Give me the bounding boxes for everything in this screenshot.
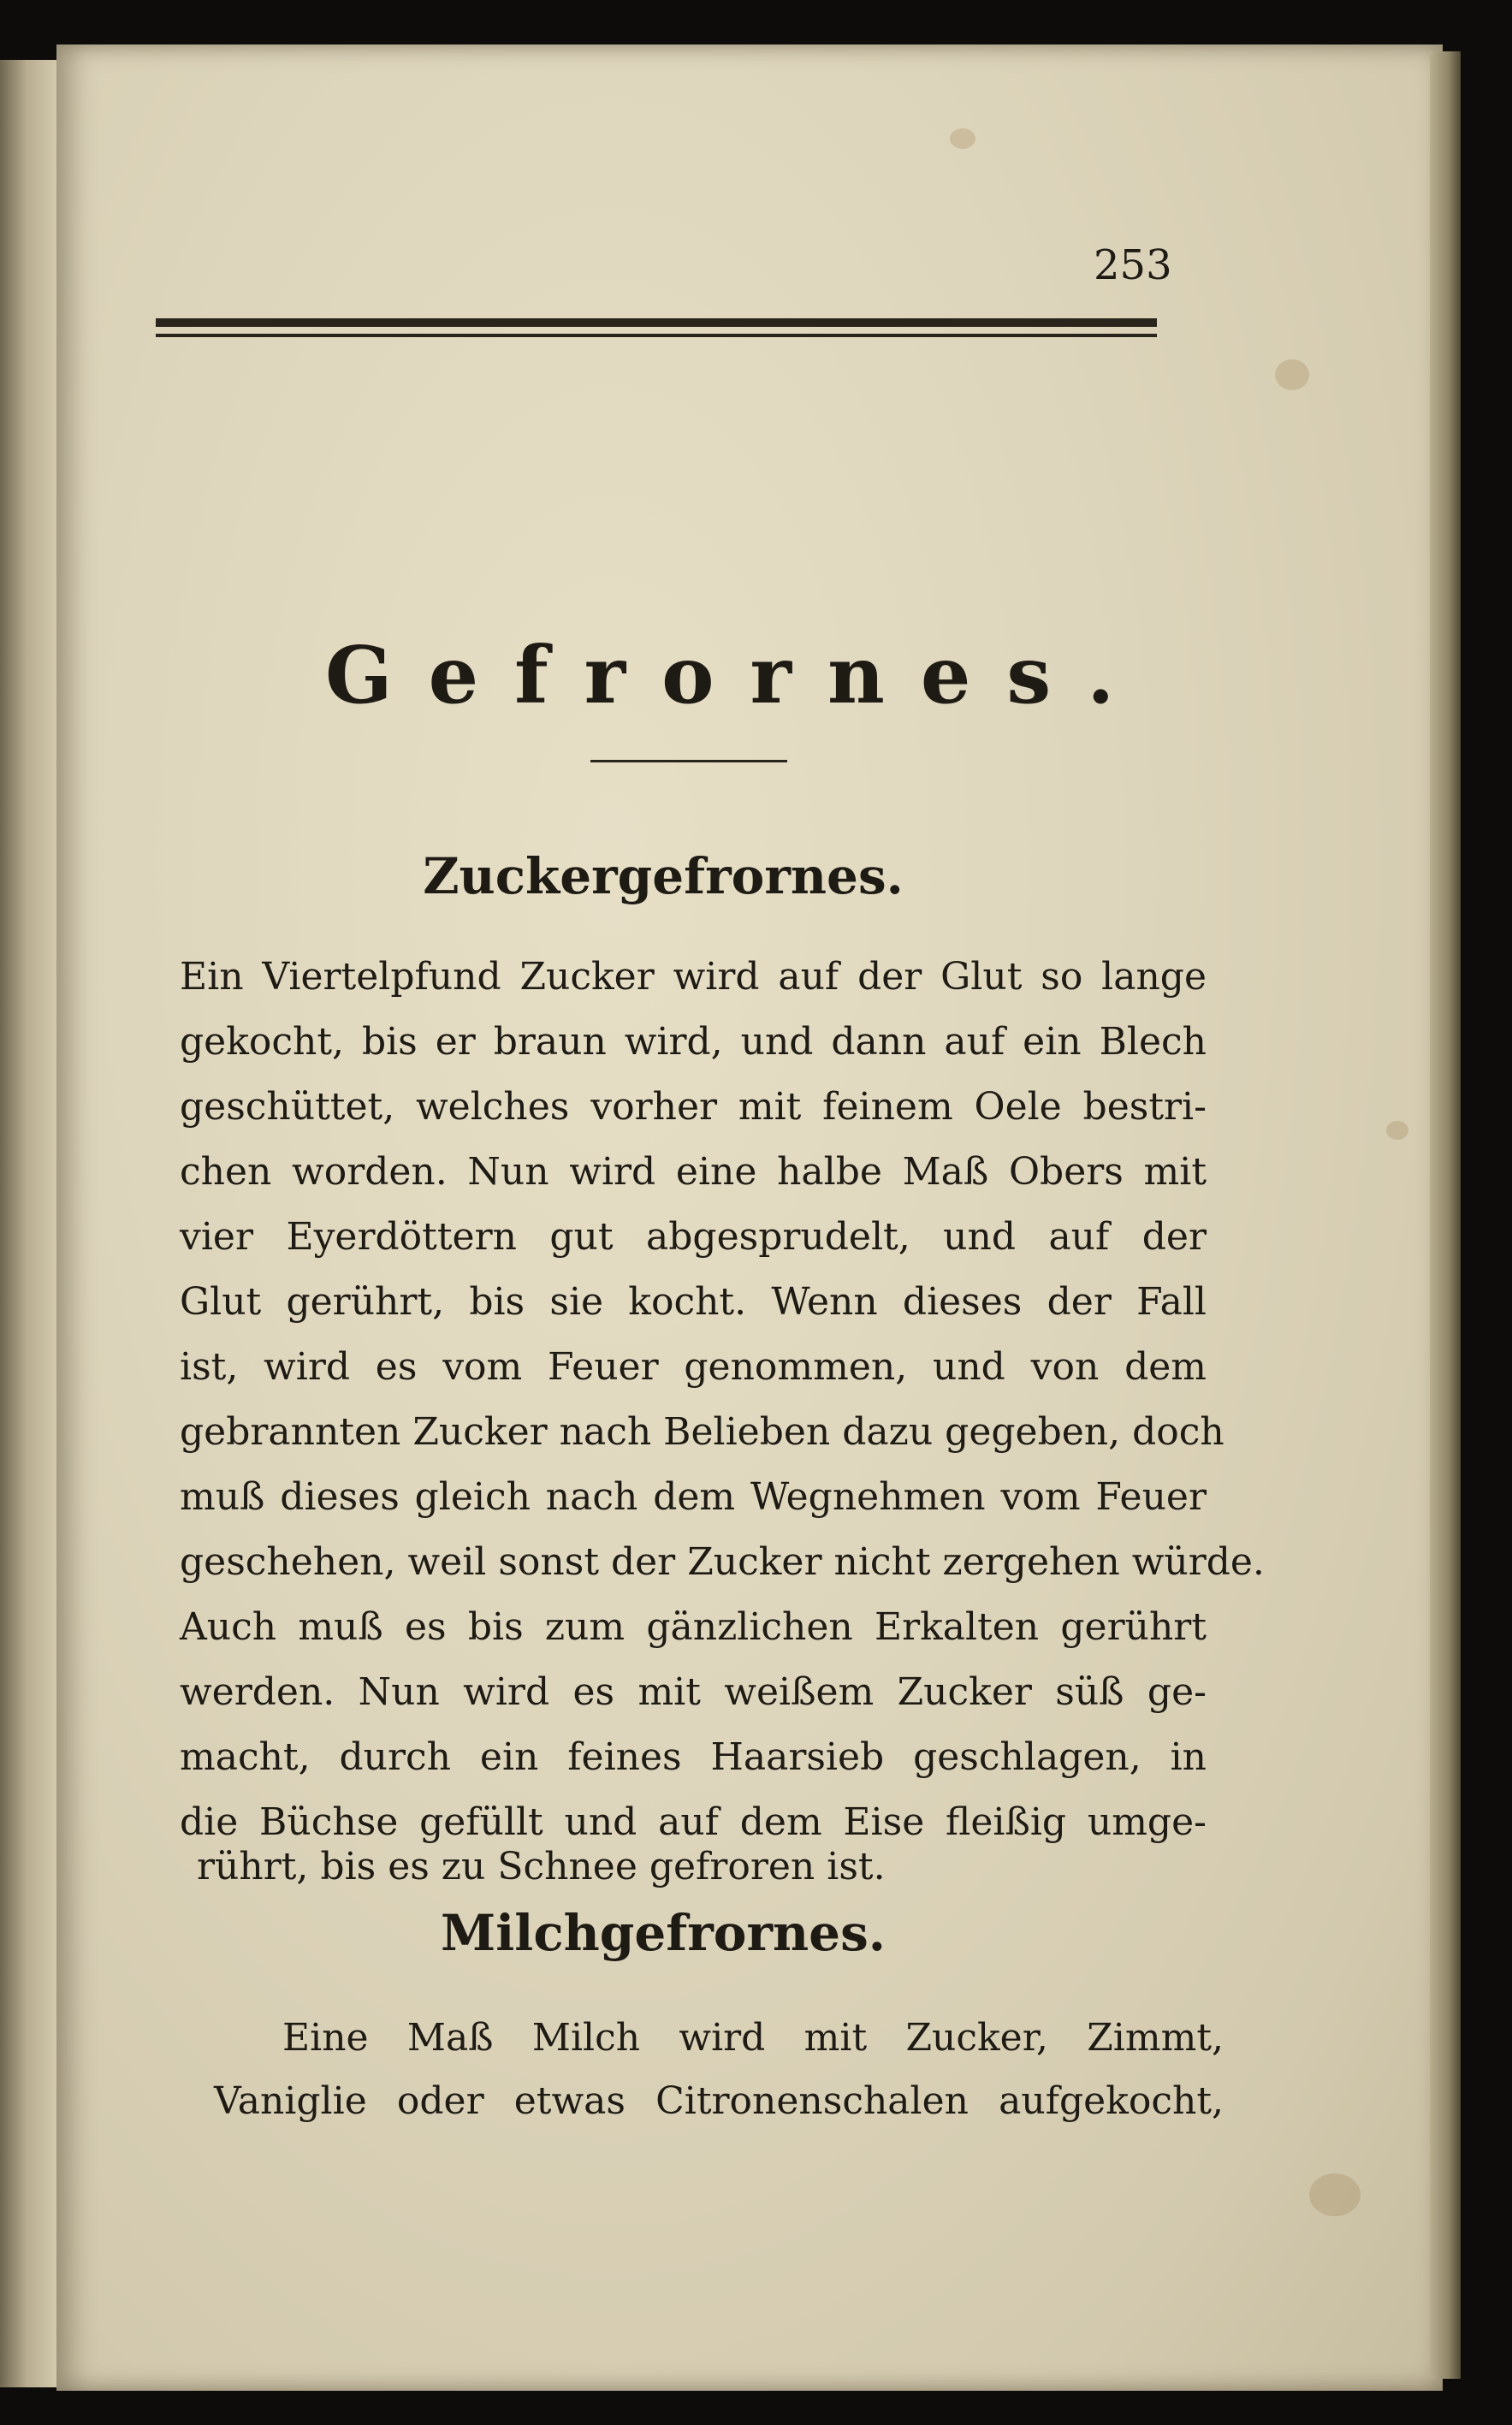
facing-page-edge (0, 60, 60, 2387)
body-line: vier Eyerdöttern gut abgesprudelt, und auf der (180, 1215, 1207, 1259)
body-line: macht, durch ein feines Haarsieb geschlagen, in (180, 1735, 1207, 1779)
body-line: Eine Maß Milch wird mit Zucker, Zimmt, (282, 2016, 1224, 2060)
paper-stain (1309, 2173, 1361, 2216)
body-line: muß dieses gleich nach dem Wegnehmen vom Feuer (180, 1475, 1207, 1519)
body-line: Ein Viertelpfund Zucker wird auf der Glut so lange (180, 955, 1207, 999)
title-underline (590, 760, 787, 762)
body-line: Glut gerührt, bis sie kocht. Wenn dieses der Fall (180, 1280, 1207, 1324)
body-line: ist, wird es vom Feuer genommen, und von dem (180, 1345, 1207, 1389)
paper-stain (950, 128, 975, 149)
section-heading: Milchgefrornes. (441, 1904, 886, 1962)
body-line: rührt, bis es zu Schnee gefroren ist. (197, 1845, 886, 1888)
section-heading: Zuckergefrornes. (423, 847, 904, 905)
body-line: geschüttet, welches vorher mit feinem Oele bestri- (180, 1085, 1207, 1129)
paper-stain (1275, 359, 1309, 390)
body-line: werden. Nun wird es mit weißem Zucker süß ge- (180, 1670, 1207, 1714)
page-fore-edge (1430, 51, 1461, 2379)
body-line: Auch muß es bis zum gänzlichen Erkalten gerührt (180, 1605, 1207, 1649)
body-line: gekocht, bis er braun wird, und dann auf ein Blech (180, 1020, 1207, 1064)
body-line: geschehen, weil sonst der Zucker nicht zergehen würde. (180, 1540, 1265, 1584)
body-line: Vaniglie oder etwas Citronenschalen aufgekocht, (214, 2079, 1224, 2123)
body-line: die Büchse gefüllt und auf dem Eise fleißig umge- (180, 1800, 1207, 1844)
body-line: gebrannten Zucker nach Belieben dazu gegeben, doch (180, 1410, 1224, 1454)
page-number: 253 (1094, 241, 1172, 289)
paper-stain (1386, 1121, 1408, 1140)
header-rule (156, 318, 1157, 337)
chapter-title: Gefrornes. (325, 629, 1151, 721)
body-line: chen worden. Nun wird eine halbe Maß Obers mit (180, 1150, 1207, 1194)
